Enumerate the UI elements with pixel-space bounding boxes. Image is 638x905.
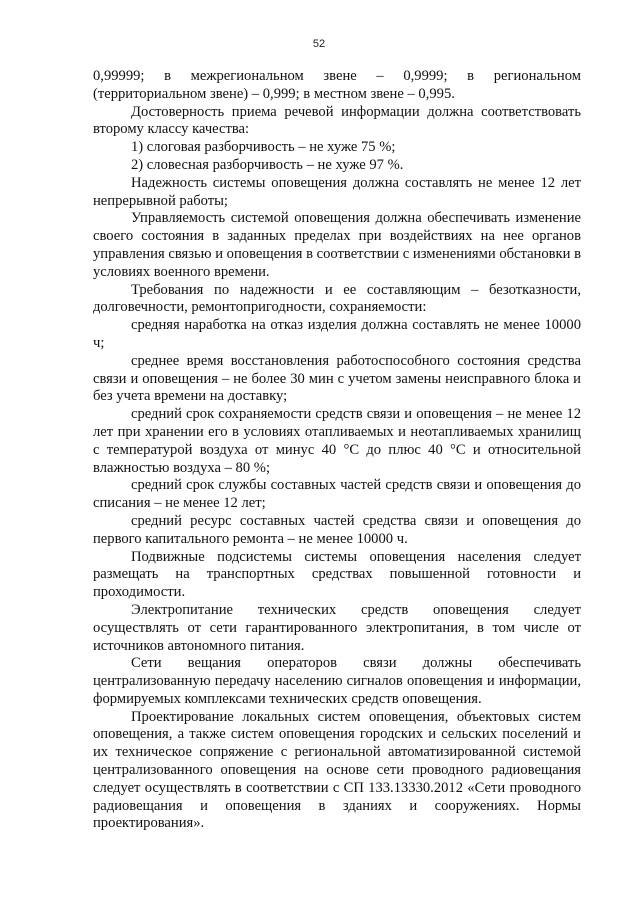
paragraph-design-local-systems: Проектирование локальных систем оповещения, объектовых систем оповещения, а также систем оповещения городских и сельских поселений и их техническое сопряжение с региональной автоматизированной системой централизованного оповещения на основе сети проводного радиовещания следует осуществлять в соответствии с СП 133.13330.2012 «Сети проводного радиовещания и оповещения в зданиях и сооружениях. Нормы проектирования».: [93, 708, 581, 832]
paragraph-reliability-requirements: Требования по надежности и ее составляющим – безотказности, долговечности, ремонтопригодности, сохраняемости:: [93, 281, 581, 316]
list-item-word-intelligibility: 2) словесная разборчивость – не хуже 97 %.: [131, 156, 404, 173]
list-item-storage-life: средний срок сохраняемости средств связи и оповещения – не менее 12 лет при хранении его в условиях отапливаемых и неотапливаемых хранилищ с температурой воздуха от минус 40 °С до плюс 40 °С и относительной влажностью воздуха – 80 %;: [93, 406, 581, 476]
paragraph-system-reliability: Надежность системы оповещения должна составлять не менее 12 лет непрерывной работы;: [93, 174, 581, 209]
paragraph-broadcast-networks: Сети вещания операторов связи должны обеспечивать централизованную передачу населению сигналов оповещения и информации, формируемых комплексами технических средств оповещения.: [93, 655, 581, 707]
page-number: 52: [312, 38, 326, 50]
paragraph-mobile-subsystems: Подвижные подсистемы системы оповещения населения следует размещать на транспортных средствах повышенной готовности и проходимости.: [93, 548, 581, 601]
list-item-syllable-intelligibility: 1) слоговая разборчивость – не хуже 75 %;: [131, 139, 396, 156]
paragraph-speech-reliability: Достоверность приема речевой информации должна соответствовать второму классу качества:: [93, 103, 581, 138]
paragraph-controllability: Управляемость системой оповещения должна обеспечивать изменение своего состояния в заданных пределах при воздействиях на нее органов управления связью и оповещения в соответствии с изменениями обстановки в условиях военного времени.: [93, 210, 581, 280]
paragraph-power-supply: Электропитание технических средств оповещения следует осуществлять от сети гарантированного электропитания, в том числе от источников автономного питания.: [93, 601, 581, 654]
list-item-resource: средний ресурс составных частей средства связи и оповещения до первого капитального ремонта – не менее 10000 ч.: [93, 512, 581, 547]
document-body: [93, 68, 581, 833]
list-item-mtbf: средняя наработка на отказ изделия должна составлять не менее 10000 ч;: [93, 317, 581, 351]
paragraph-continuation: 0,99999; в межрегиональном звене – 0,9999; в региональном (территориальном звене) – 0,999; в местном звене – 0,995.: [93, 68, 581, 102]
list-item-recovery-time: среднее время восстановления работоспособного состояния средства связи и оповещения – не более 30 мин с учетом замены неисправного блока и без учета времени на доставку;: [93, 352, 581, 405]
list-item-service-life: средний срок службы составных частей средств связи и оповещения до списания – не менее 12 лет;: [93, 477, 581, 512]
